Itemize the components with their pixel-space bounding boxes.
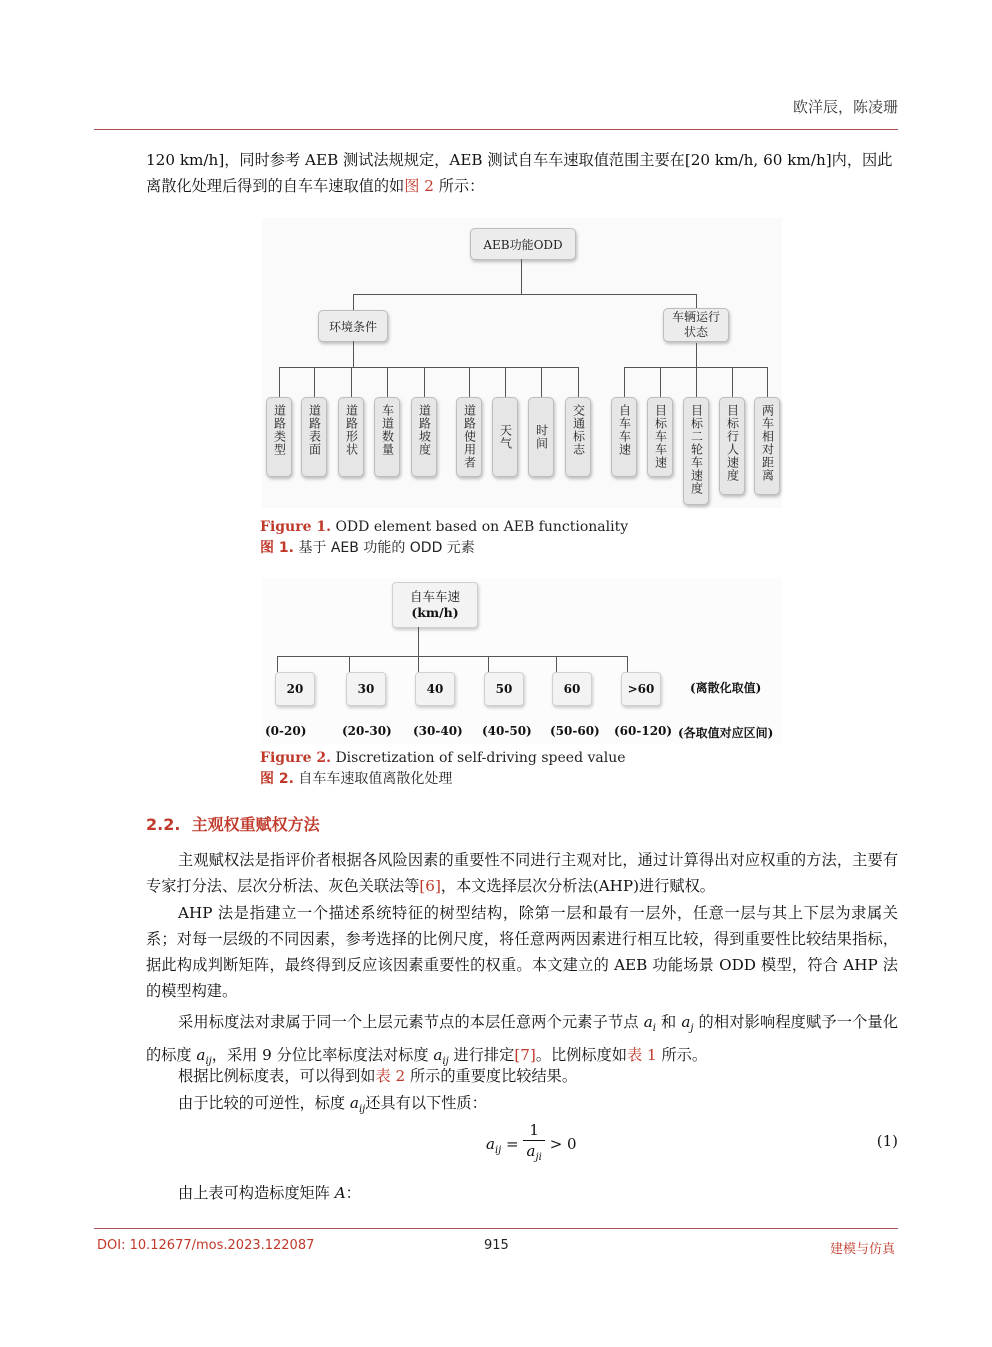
figure-1-label-en: Figure 1. <box>260 519 331 535</box>
fig2-root-node <box>392 582 478 628</box>
p3-text: 和 <box>656 1013 682 1031</box>
fig1-env-child: 天气 <box>492 397 518 477</box>
p3-text: 采用标度法对隶属于同一个上层元素节点的本层任意两个元素子节点 <box>178 1013 644 1031</box>
intro-paragraph <box>146 147 898 199</box>
p3-text: 的相对影响程度赋予一个量化的标度 <box>146 1013 899 1065</box>
p3-text: 。比例标度如 <box>535 1046 627 1065</box>
fig2-connector <box>277 656 278 672</box>
fig1-connector <box>696 294 697 308</box>
equation-1 <box>486 1120 577 1168</box>
fig2-range: (20-30) <box>342 724 392 738</box>
fig1-env-child: 道路表面 <box>301 397 327 477</box>
footer-journal-name: 建模与仿真 <box>829 1242 895 1257</box>
p5-sub: ij <box>358 1104 366 1116</box>
figure-2-caption-cn <box>260 768 452 788</box>
figure-1-caption-cn <box>260 537 475 557</box>
fig1-connector <box>505 367 506 397</box>
p4-text: 根据比例标度表，可以得到如 <box>178 1067 376 1085</box>
p6-text: ： <box>345 1184 361 1202</box>
fig1-connector <box>624 367 625 397</box>
fig1-connector <box>387 367 388 397</box>
eq-equals: = <box>501 1135 524 1153</box>
intro-line1: 120 km/h]，同时参考 AEB 测试法规规定，AEB 测试自车车速取值范围主要在[20 km/h, 60 km/h]内，因此 <box>146 151 893 169</box>
table-1-link[interactable]: 表 1 <box>626 1046 657 1065</box>
eq-fraction <box>523 1120 545 1168</box>
fig2-ranges-note: (各取值对应区间) <box>678 726 774 740</box>
eq-lhs: a <box>486 1135 495 1153</box>
p5-var: a <box>349 1094 359 1112</box>
fig2-range: (50-60) <box>550 724 600 738</box>
eq-numerator: 1 <box>523 1120 545 1141</box>
p3-var: a <box>681 1013 691 1031</box>
figure-2-label-en: Figure 2. <box>260 750 331 766</box>
p3-var: a <box>643 1013 653 1031</box>
eq-den-var: a <box>526 1142 536 1160</box>
fig1-connector <box>353 294 354 310</box>
p4-text: 所示的重要度比较结果。 <box>405 1067 578 1085</box>
paragraph-2: AHP 法是指建立一个描述系统特征的树型结构，除第一层和最有一层外，任意一层与其上下层为隶属关系；对每一层级的不同因素，参考选择的比例尺度，将任意两两因素进行相互比较，得到重要性比较结果指标，据此构成判断矩阵，最终得到反应该因素重要性的权重。本文建立的 AEB 功能场景 ODD 模型，符合 AHP 法的模型构建。 <box>146 904 898 1000</box>
p1-text-end: ，本文选择层次分析法(AHP)进行赋权。 <box>440 877 715 895</box>
p3-text: ，采用 9 分位比率标度法对标度 <box>211 1046 434 1065</box>
p5-text: 由于比较的可逆性，标度 <box>178 1094 350 1112</box>
fig1-connector <box>696 343 697 368</box>
p1-text: 主观赋权法是指评价者根据各风险因素的重要性不同进行主观对比，通过计算得出对应权重的方法，主要有专家打分法、层次分析法、灰色关联法等 <box>146 851 898 895</box>
paragraph-4 <box>146 1063 898 1089</box>
fig1-connector <box>469 367 470 397</box>
p6-text: 由上表可构造标度矩阵 <box>178 1184 335 1202</box>
reference-6-link[interactable]: [6] <box>419 877 441 895</box>
p3-text: 进行排定 <box>448 1046 515 1065</box>
figure-1-label-cn: 图 1. <box>260 540 294 556</box>
table-2-link[interactable]: 表 2 <box>375 1067 406 1085</box>
fig1-env-child: 道路形状 <box>338 397 364 477</box>
section-number: 2.2. <box>146 815 181 834</box>
fig2-value-box: 60 <box>552 672 592 706</box>
fig2-range: (60-120) <box>614 724 673 738</box>
fig2-connector <box>556 656 557 672</box>
p3-sub: ij <box>205 1056 212 1068</box>
p5-text: 还具有以下性质： <box>365 1094 487 1112</box>
figure-2-link[interactable]: 图 2 <box>404 177 434 195</box>
footer-doi-link[interactable]: DOI: 10.12677/mos.2023.122087 <box>97 1238 315 1253</box>
paragraph-6 <box>146 1180 898 1206</box>
section-title: 主观权重赋权方法 <box>191 815 320 834</box>
figure-2-label-cn: 图 2. <box>260 771 294 787</box>
fig2-value-box: 40 <box>415 672 455 706</box>
intro-line2-post: 所示： <box>433 177 485 195</box>
fig1-veh-child: 目标行人速度 <box>719 397 745 495</box>
fig2-range: (0-20) <box>265 724 307 738</box>
fig1-connector <box>351 367 352 397</box>
fig1-env-node: 环境条件 <box>318 310 388 342</box>
fig1-veh-child: 两车相对距离 <box>754 397 780 495</box>
fig1-env-child: 道路类型 <box>266 397 292 477</box>
fig1-vehicle-node: 车辆运行状态 <box>663 308 729 342</box>
equation-number: (1) <box>876 1132 898 1150</box>
fig2-values-note: (离散化取值) <box>690 681 762 695</box>
figure-2-caption-cn-text: 自车车速取值离散化处理 <box>293 771 453 787</box>
paragraph-1 <box>146 847 898 899</box>
fig2-connector <box>418 656 419 672</box>
fig1-connector <box>732 367 733 397</box>
fig2-root-line1: 自车车速 <box>409 589 460 604</box>
figure-1-caption-en <box>260 519 628 535</box>
fig1-env-child: 交通标志 <box>565 397 591 477</box>
fig1-veh-child: 目标车车速 <box>647 397 673 477</box>
fig1-veh-child: 目标二轮车速度 <box>683 397 709 505</box>
fig2-connector <box>349 656 350 672</box>
footer-rule <box>94 1228 898 1229</box>
fig2-value-box: 20 <box>275 672 315 706</box>
figure-1-caption-cn-text: 基于 AEB 功能的 ODD 元素 <box>293 540 475 556</box>
paragraph-5 <box>146 1090 898 1123</box>
fig1-connector <box>314 367 315 397</box>
p3-sub: j <box>690 1023 694 1035</box>
fig1-env-child: 道路使用者 <box>456 397 482 477</box>
fig2-connector <box>627 656 628 672</box>
fig1-env-child: 车道数量 <box>374 397 400 477</box>
fig2-root-line2: (km/h) <box>411 605 459 620</box>
fig1-connector <box>696 367 697 397</box>
fig1-connector <box>767 367 768 397</box>
figure-2-diagram <box>262 578 782 744</box>
fig2-connector <box>277 656 628 657</box>
fig2-connector <box>418 627 419 657</box>
eq-den-sub: ji <box>535 1152 542 1163</box>
fig2-value-box: >60 <box>621 672 661 706</box>
fig1-connector <box>424 367 425 397</box>
fig1-connector <box>279 367 578 368</box>
fig2-range: (30-40) <box>413 724 463 738</box>
fig1-env-child: 时间 <box>528 397 554 477</box>
fig2-value-box: 30 <box>346 672 386 706</box>
fig1-env-child: 道路坡度 <box>411 397 437 477</box>
fig1-connector <box>578 367 579 397</box>
footer-page-number: 915 <box>484 1238 509 1253</box>
fig1-connector <box>660 367 661 397</box>
fig1-connector <box>521 259 522 295</box>
figure-2-caption-en <box>260 750 626 766</box>
eq-denominator <box>527 1141 542 1168</box>
p6-var: A <box>334 1184 346 1202</box>
p3-sub: ij <box>442 1056 449 1068</box>
header-rule <box>94 129 898 130</box>
fig1-connector <box>353 341 354 368</box>
fig1-connector <box>353 294 696 295</box>
figure-1-caption-en-text: ODD element based on AEB functionality <box>331 519 629 535</box>
eq-lhs-sub: ij <box>494 1145 502 1156</box>
p3-sub: i <box>652 1023 656 1035</box>
p3-var: a <box>433 1046 443 1065</box>
fig1-root-node: AEB功能ODD <box>470 228 576 260</box>
figure-2-caption-en-text: Discretization of self-driving speed value <box>331 750 626 766</box>
fig1-connector <box>279 367 280 397</box>
p3-text: 所示。 <box>656 1046 708 1065</box>
header-authors: 欧洋辰，陈凌珊 <box>792 98 898 116</box>
fig1-connector <box>541 367 542 397</box>
reference-7-link[interactable]: [7] <box>514 1046 536 1065</box>
fig1-veh-child: 自车车速 <box>611 397 637 477</box>
fig2-connector <box>488 656 489 672</box>
intro-line2-pre: 离散化处理后得到的自车车速取值的如 <box>146 177 405 195</box>
fig2-range: (40-50) <box>482 724 532 738</box>
fig2-value-box: 50 <box>484 672 524 706</box>
p3-var: a <box>196 1046 206 1065</box>
section-heading <box>146 812 320 835</box>
eq-rhs: > 0 <box>544 1135 577 1153</box>
